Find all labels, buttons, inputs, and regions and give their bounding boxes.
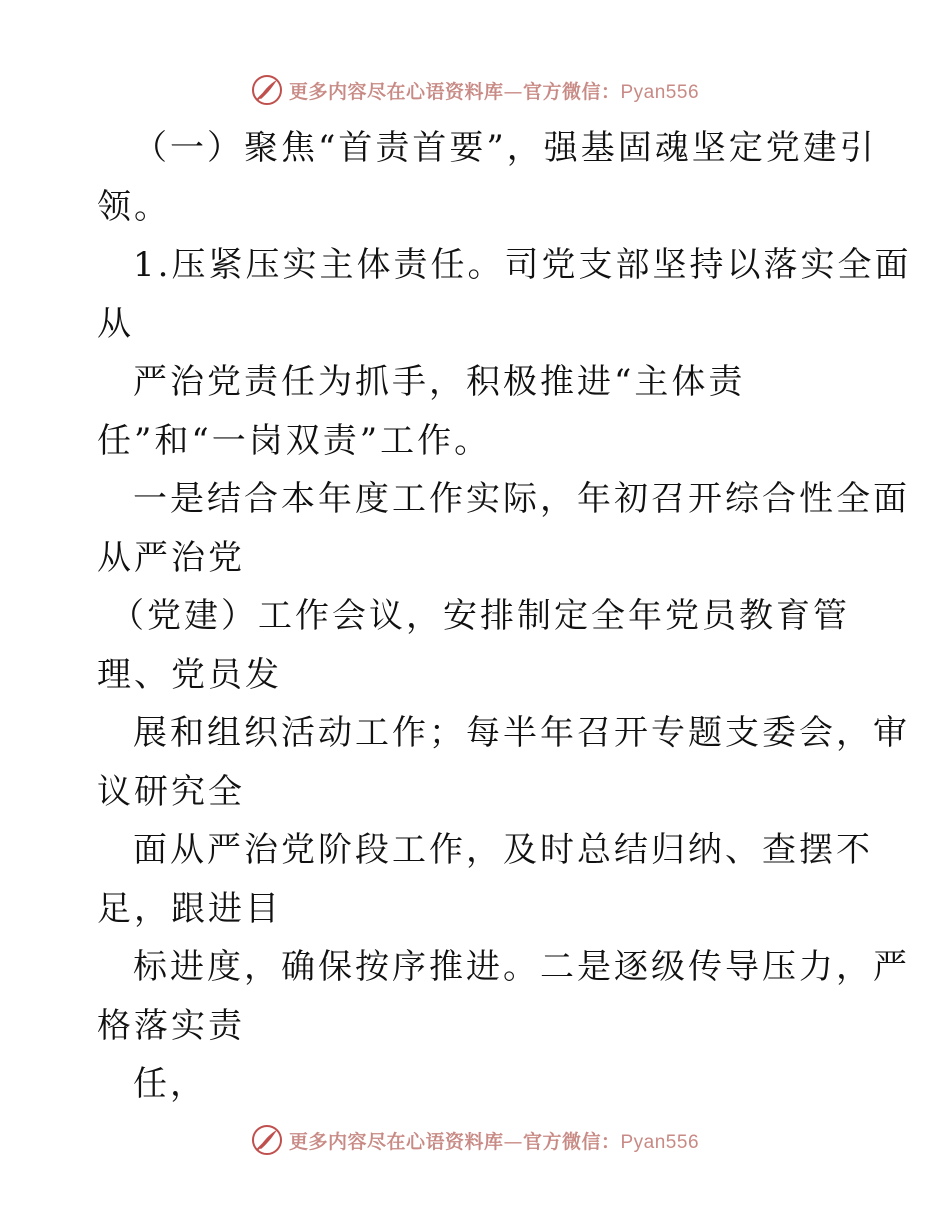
banner-contact-text: 官方微信： (522, 80, 621, 103)
banner-contact-text: 官方微信： (522, 1130, 621, 1153)
banner-text (289, 77, 699, 104)
body-line: 1.压紧压实主体责任。司党支部坚持以落实全面 (133, 245, 912, 285)
body-line: 格落实责 (97, 1006, 245, 1046)
quill-logo-icon (251, 74, 283, 106)
body-line: 面从严治党阶段工作，及时总结归纳、查摆不 (133, 830, 873, 870)
body-line: 任”和“一岗双责”工作。 (97, 421, 492, 461)
body-line: 展和组织活动工作；每半年召开专题支委会，审 (133, 713, 910, 753)
body-line: 一是结合本年度工作实际，年初召开综合性全面 (133, 479, 910, 519)
body-line: 严治党责任为抓手，积极推进“主体责 (133, 362, 746, 402)
body-line: 足，跟进目 (97, 889, 282, 929)
banner-dash: — (503, 1130, 523, 1153)
body-line: 领。 (97, 187, 171, 227)
footer-banner (0, 1120, 950, 1160)
body-line: 任， (133, 1064, 207, 1104)
body-line: （党建）工作会议，安排制定全年党员教育管 (110, 596, 850, 636)
body-line: （一）聚焦“首责首要”，强基固魂坚定党建引 (133, 128, 877, 168)
body-line: 从严治党 (97, 538, 245, 578)
banner-contact-id: Pyan556 (620, 81, 700, 103)
body-line: 从 (97, 304, 134, 344)
banner-site-text: 更多内容尽在心语资料库 (288, 80, 504, 103)
body-line: 标进度，确保按序推进。二是逐级传导压力，严 (133, 947, 910, 987)
quill-logo-icon (251, 1124, 283, 1156)
banner-text (289, 1127, 699, 1154)
banner-site-text: 更多内容尽在心语资料库 (288, 1130, 504, 1153)
header-banner (0, 70, 950, 110)
body-line: 理、党员发 (97, 655, 282, 695)
banner-dash: — (503, 80, 523, 103)
banner-contact-id: Pyan556 (620, 1131, 700, 1153)
body-line: 议研究全 (97, 772, 245, 812)
